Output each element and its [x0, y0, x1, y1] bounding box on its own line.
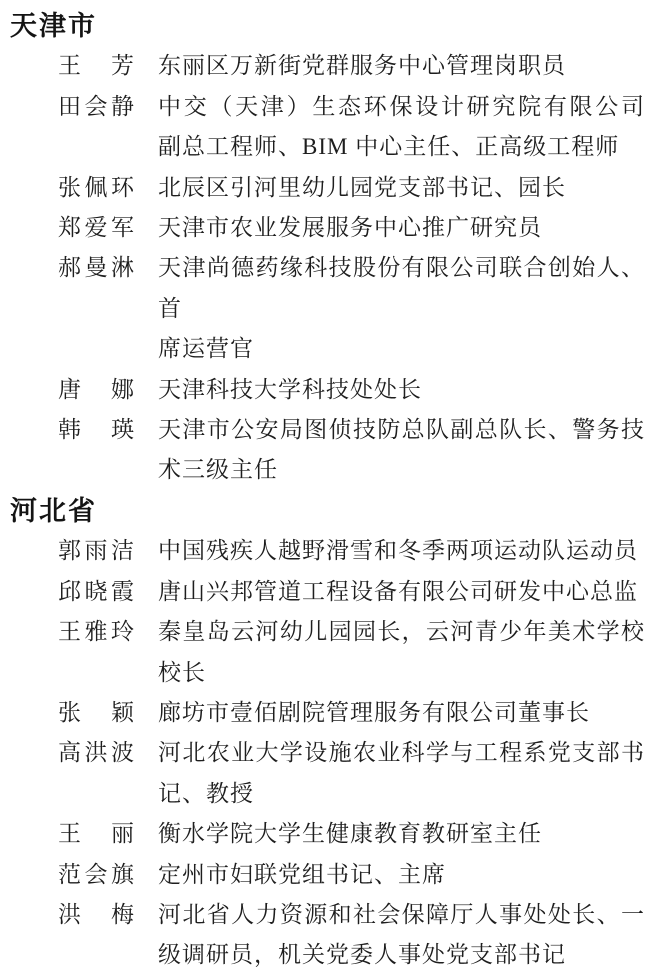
description-line: 术三级主任 [158, 457, 278, 483]
honoree-entry [0, 370, 660, 410]
description-line: 中交（天津）生态环保设计研究院有限公司 [158, 93, 645, 119]
honoree-entry [0, 87, 660, 168]
honoree-name: 郑爱军 [58, 215, 134, 241]
honoree-name: 王 丽 [58, 821, 134, 847]
honoree-description [158, 855, 645, 895]
description-line: 天津尚德药缘科技股份有限公司联合创始人、首 [158, 255, 645, 321]
honoree-name: 邱晓霞 [58, 578, 134, 604]
honoree-entry [0, 248, 660, 369]
honoree-name: 高洪波 [58, 740, 134, 766]
honoree-description [158, 208, 645, 248]
honoree-description [158, 693, 645, 733]
description-line: 唐山兴邦管道工程设备有限公司研发中心总监 [158, 578, 638, 604]
honoree-entry [0, 693, 660, 733]
honoree-name: 洪 梅 [58, 901, 134, 927]
honoree-description [158, 168, 645, 208]
honoree-entry [0, 895, 660, 976]
honoree-entry [0, 208, 660, 248]
description-line: 席运营官 [158, 336, 254, 362]
description-line: 定州市妇联党组书记、主席 [158, 861, 446, 887]
description-line: 河北农业大学设施农业科学与工程系党支部书 [158, 740, 645, 766]
honoree-entry [0, 612, 660, 693]
honoree-description [158, 612, 645, 693]
honoree-entry [0, 531, 660, 571]
honoree-name: 张佩环 [58, 174, 134, 200]
honoree-description [158, 895, 645, 976]
honoree-entry [0, 814, 660, 854]
honoree-description [158, 572, 645, 612]
description-line: 记、教授 [158, 780, 254, 806]
description-line: 中国残疾人越野滑雪和冬季两项运动队运动员 [158, 538, 638, 564]
province-heading: 天津市 [10, 11, 97, 41]
entry-list [0, 46, 660, 490]
description-line: 秦皇岛云河幼儿园园长，云河青少年美术学校 [158, 619, 645, 645]
province-section [0, 491, 660, 976]
honoree-entry [0, 168, 660, 208]
honoree-description [158, 87, 645, 168]
description-line: 东丽区万新街党群服务中心管理岗职员 [158, 53, 566, 79]
description-line: 天津科技大学科技处处长 [158, 376, 422, 402]
honoree-description [158, 248, 645, 369]
honoree-description [158, 733, 645, 814]
honoree-description [158, 370, 645, 410]
honoree-entry [0, 572, 660, 612]
description-line: 北辰区引河里幼儿园党支部书记、园长 [158, 174, 566, 200]
description-line: 天津市农业发展服务中心推广研究员 [158, 215, 542, 241]
honoree-name: 唐 娜 [58, 376, 134, 402]
honoree-name: 张 颖 [58, 699, 134, 725]
honoree-name: 王 芳 [58, 53, 134, 79]
honoree-description [158, 531, 645, 571]
honoree-description [158, 410, 645, 491]
description-line: 校长 [158, 659, 206, 685]
province-heading: 河北省 [10, 495, 97, 526]
honoree-name: 郝曼淋 [58, 255, 134, 281]
honoree-name: 郭雨洁 [58, 538, 134, 564]
honoree-entry [0, 410, 660, 491]
description-line: 衡水学院大学生健康教育教研室主任 [158, 821, 542, 847]
description-line: 级调研员，机关党委人事处党支部书记 [158, 942, 566, 968]
honoree-entry [0, 46, 660, 86]
honoree-name: 范会旗 [58, 861, 134, 887]
entry-list [0, 531, 660, 975]
honoree-entry [0, 733, 660, 814]
honoree-name: 韩 瑛 [58, 417, 134, 443]
honoree-name: 王雅玲 [58, 619, 134, 645]
honoree-description [158, 814, 645, 854]
description-line: 天津市公安局图侦技防总队副总队长、警务技 [158, 417, 645, 443]
province-section [0, 6, 660, 491]
description-line: 廊坊市壹佰剧院管理服务有限公司董事长 [158, 699, 590, 725]
honoree-entry [0, 855, 660, 895]
description-line: 副总工程师、BIM 中心主任、正高级工程师 [158, 134, 620, 160]
description-line: 河北省人力资源和社会保障厅人事处处长、一 [158, 901, 645, 927]
honoree-name: 田会静 [58, 93, 134, 119]
honoree-description [158, 46, 645, 86]
